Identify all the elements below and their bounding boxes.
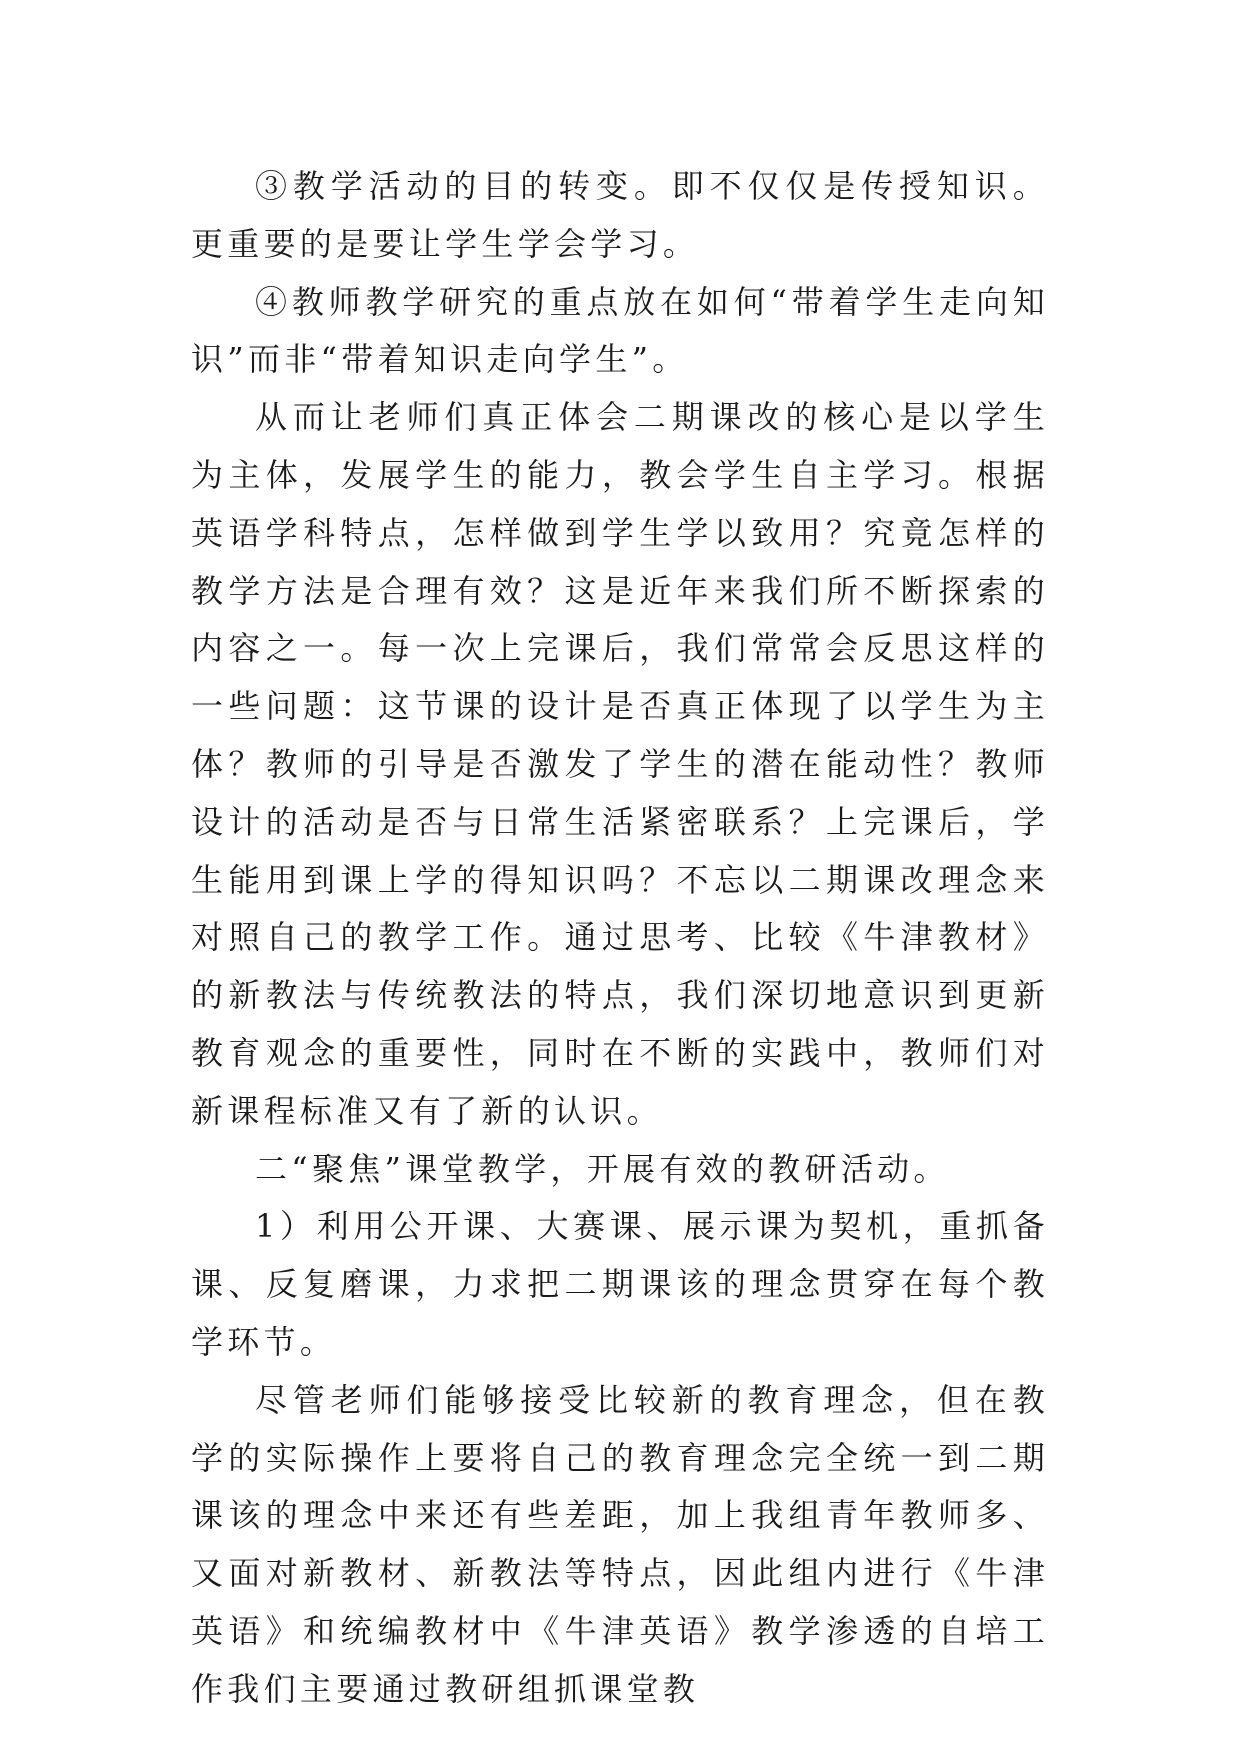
paragraph-practice-gap: 尽管老师们能够接受比较新的教育理念，但在教学的实际操作上要将自己的教育理念完全统一到二期课该的理念中来还有些差距，加上我组青年教师多、又面对新教材、新教法等特点，因此组内进行《牛津英语》和统编教材中《牛津英语》教学渗透的自培工作我们主要通过教研组抓课堂教 (191, 1380, 1049, 1708)
paragraph-reform-core: 从而让老师们真正体会二期课改的核心是以学生为主体，发展学生的能力，教会学生自主学习。根据英语学科特点，怎样做到学生学以致用？究竟怎样的教学方法是合理有效？这是近年来我们所不断探索的内容之一。每一次上完课后，我们常常会反思这样的一些问题：这节课的设计是否真正体现了以学生为主体？教师的引导是否激发了学生的潜在能动性？教师设计的活动是否与日常生活紧密联系？上完课后，学生能用到课上学的得知识吗？不忘以二期课改理念来对照自己的教学工作。通过思考、比较《牛津教材》的新教法与传统教法的特点，我们深切地意识到更新教育观念的重要性，同时在不断的实践中，教师们对新课程标准又有了新的认识。 (191, 398, 1049, 1130)
paragraph-open-lessons: 1）利用公开课、大赛课、展示课为契机，重抓备课、反复磨课，力求把二期课该的理念贯穿在每个教学环节。 (191, 1207, 1049, 1361)
document-body (191, 158, 1049, 1719)
paragraph-teaching-goal-change: ③教学活动的目的转变。即不仅仅是传授知识。更重要的是要让学生学会学习。 (191, 167, 1049, 263)
paragraph-research-focus: ④教师教学研究的重点放在如何“带着学生走向知识”而非“带着知识走向学生”。 (191, 282, 1049, 379)
section-heading-focus-classroom: 二“聚焦”课堂教学，开展有效的教研活动。 (255, 1149, 950, 1188)
